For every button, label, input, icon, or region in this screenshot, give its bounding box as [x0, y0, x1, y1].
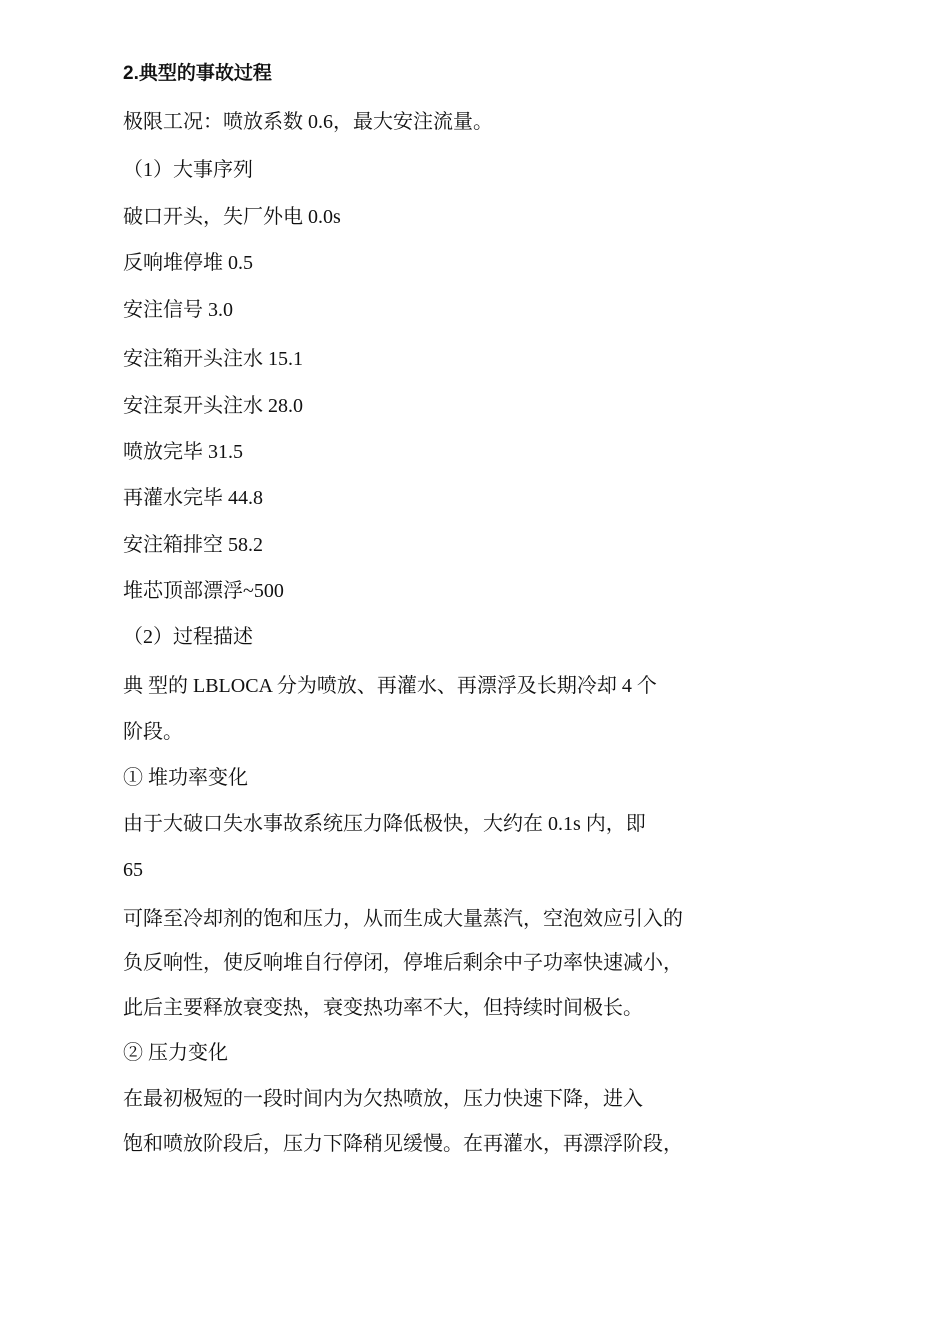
description-line: 阶段。	[123, 721, 183, 743]
description-line: 典 型的 LBLOCA 分为喷放、再灌水、再漂浮及长期冷却 4 个	[123, 675, 657, 697]
section-heading: 2.典型的事故过程	[123, 63, 272, 84]
event-item: 安注泵开头注水 28.0	[123, 395, 303, 417]
event-item: 再灌水完毕 44.8	[123, 487, 263, 509]
paragraph-line: 此后主要释放衰变热，衰变热功率不大，但持续时间极长。	[123, 997, 643, 1019]
subsection2-title: ② 压力变化	[123, 1042, 228, 1064]
limit-condition-text: 极限工况：喷放系数 0.6，最大安注流量。	[123, 111, 493, 133]
paragraph-line: 可降至冷却剂的饱和压力，从而生成大量蒸汽，空泡效应引入的	[123, 908, 683, 930]
event-item: 反响堆停堆 0.5	[123, 252, 253, 274]
section1-title: （1）大事序列	[123, 159, 253, 181]
event-item: 喷放完毕 31.5	[123, 441, 243, 463]
paragraph-line: 在最初极短的一段时间内为欠热喷放，压力快速下降，进入	[123, 1088, 643, 1110]
section2-title: （2）过程描述	[123, 626, 253, 648]
page-number: 65	[123, 859, 143, 881]
event-item: 安注箱开头注水 15.1	[123, 348, 303, 370]
paragraph-line: 负反响性，使反响堆自行停闭，停堆后剩余中子功率快速减小，	[123, 952, 683, 974]
event-item: 安注箱排空 58.2	[123, 534, 263, 556]
event-item: 安注信号 3.0	[123, 299, 233, 321]
paragraph-line: 由于大破口失水事故系统压力降低极快，大约在 0.1s 内，即	[123, 813, 646, 835]
paragraph-line: 饱和喷放阶段后，压力下降稍见缓慢。在再灌水，再漂浮阶段，	[123, 1133, 683, 1155]
subsection1-title: ① 堆功率变化	[123, 767, 248, 789]
event-item: 破口开头，失厂外电 0.0s	[123, 206, 341, 228]
event-item: 堆芯顶部漂浮~500	[123, 580, 284, 602]
